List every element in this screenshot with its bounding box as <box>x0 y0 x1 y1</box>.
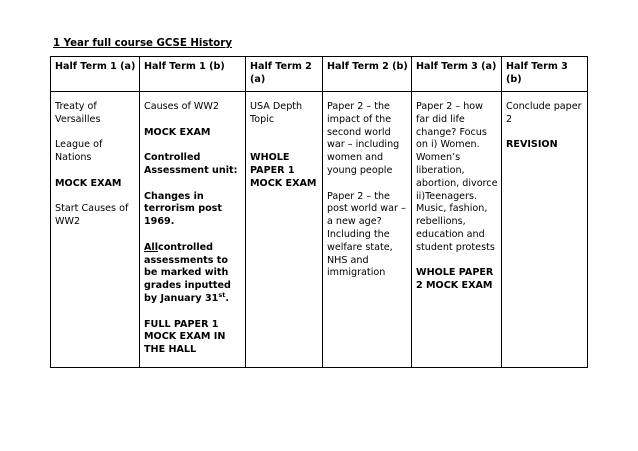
whole-paper-2-mock-exam: WHOLE PAPER 2 MOCK EXAM <box>416 267 494 292</box>
mock-exam-label: MOCK EXAM <box>144 126 211 138</box>
full-paper-mock-exam: FULL PAPER 1 MOCK EXAM IN THE HALL <box>144 318 226 356</box>
cell-half-term-1b <box>140 92 246 368</box>
whole-paper-1-mock-exam: WHOLE PAPER 1 MOCK EXAM <box>250 152 317 189</box>
mock-exam-label: MOCK EXAM <box>55 177 122 189</box>
header-half-term-1b: Half Term 1 (b) <box>140 57 246 92</box>
cell-half-term-2b <box>323 92 412 368</box>
course-plan-table <box>50 56 588 368</box>
header-half-term-3b: Half Term 3 (b) <box>502 57 588 92</box>
topic-paper-2-life-change: Paper 2 – how far did life change? Focus on i) Women. Women’s liberation, abortion, divorce ii)Teenagers. Music, fashion, rebellions, education and student protests <box>416 101 498 253</box>
header-half-term-2a: Half Term 2 (a) <box>246 57 323 92</box>
document-title: 1 Year full course GCSE History <box>53 38 232 49</box>
topic-paper-2-post-war: Paper 2 – the post world war – a new age? Including the welfare state, NHS and immigration <box>327 190 406 279</box>
cell-half-term-2a <box>246 92 323 368</box>
topic-causes-of-ww2: Causes of WW2 <box>144 101 219 112</box>
topic-start-causes-ww2: Start Causes of WW2 <box>55 203 129 228</box>
header-row <box>51 57 588 92</box>
revision-label: REVISION <box>506 139 558 151</box>
all-prefix: All <box>144 241 159 253</box>
topic-treaty-of-versailles: Treaty of Versailles <box>55 101 101 125</box>
topic-conclude-paper-2: Conclude paper 2 <box>506 101 582 125</box>
note-end: . <box>225 292 229 304</box>
header-half-term-1a: Half Term 1 (a) <box>51 57 140 92</box>
cell-half-term-1a <box>51 92 140 368</box>
controlled-assessment-label: Controlled Assessment unit: <box>144 152 238 176</box>
header-half-term-3a: Half Term 3 (a) <box>412 57 502 92</box>
cell-half-term-3b <box>502 92 588 368</box>
all-rest: controlled assessments to be marked with grades inputted by January 31 <box>144 241 231 304</box>
topic-paper-2-impact-ww2: Paper 2 – the impact of the second world war – including women and young people <box>327 101 400 176</box>
topic-league-of-nations: League of Nations <box>55 139 103 164</box>
cell-half-term-3a <box>412 92 502 368</box>
controlled-assessments-note <box>144 242 242 306</box>
date-suffix: st <box>218 290 226 299</box>
topic-usa-depth: USA Depth Topic <box>250 101 303 125</box>
header-half-term-2b: Half Term 2 (b) <box>323 57 412 92</box>
content-row <box>51 92 588 368</box>
topic-changes-in-terrorism: Changes in terrorism post 1969. <box>144 190 222 228</box>
